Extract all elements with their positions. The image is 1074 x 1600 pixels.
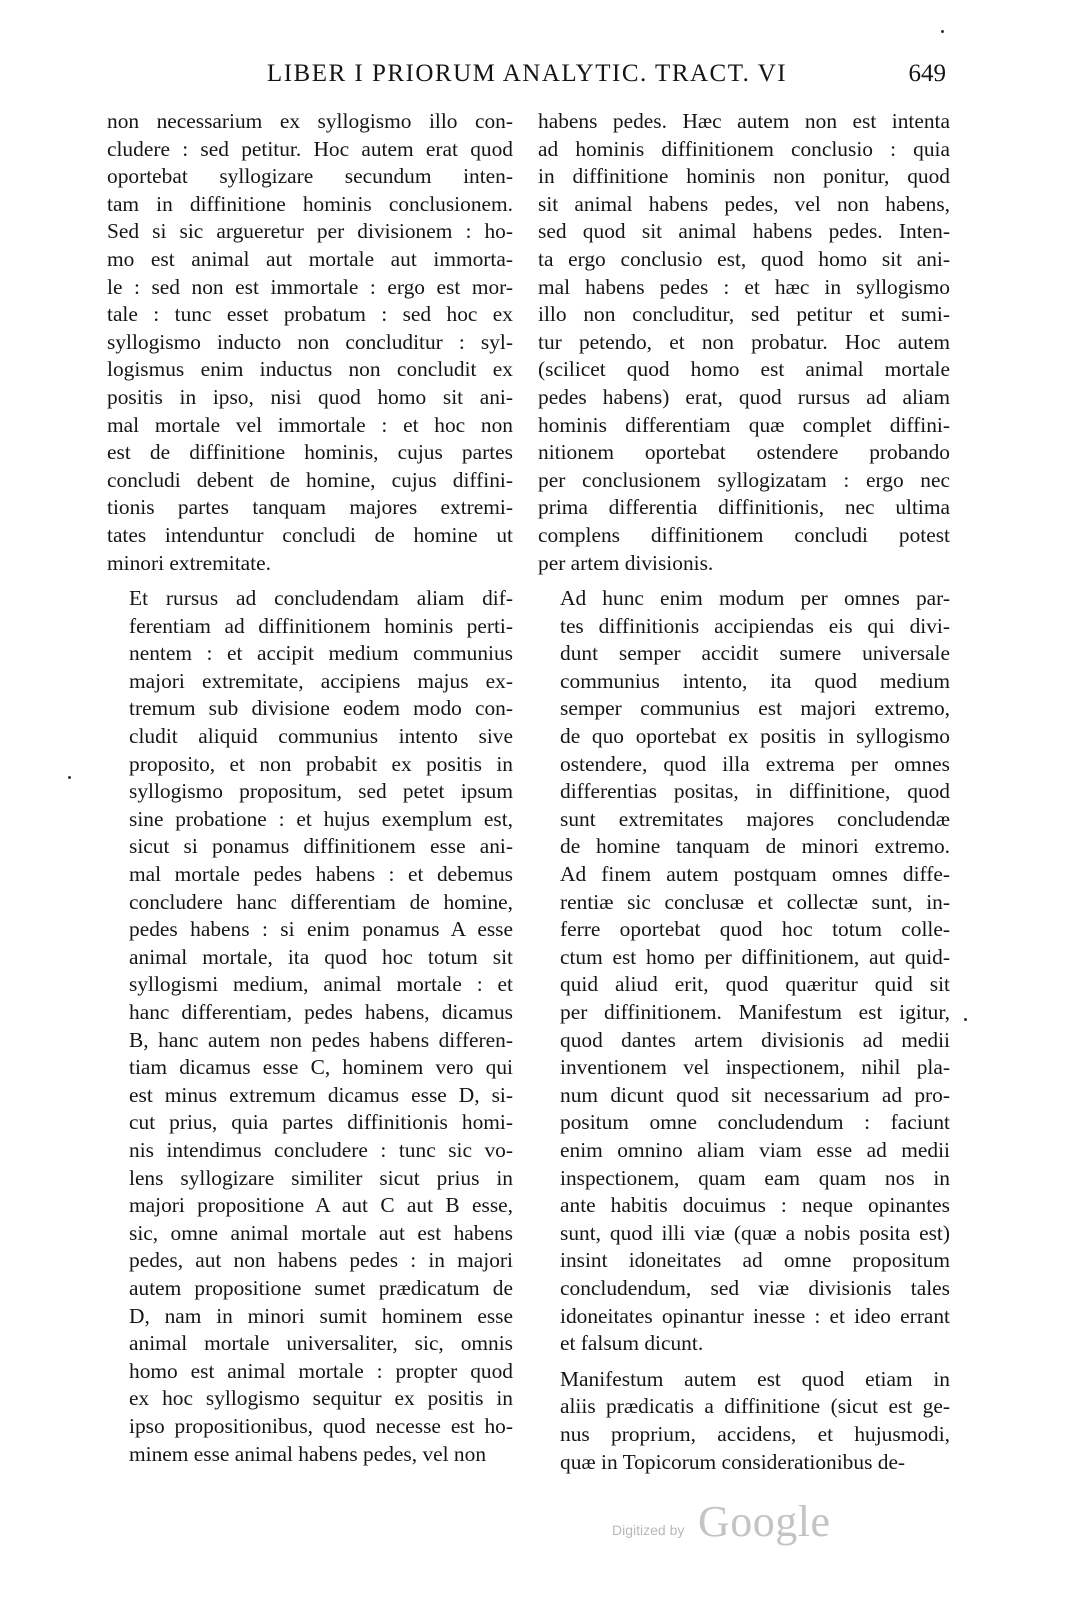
text-line: tiam dicamus esse C, hominem vero qui (129, 1055, 513, 1080)
scan-speck (964, 1018, 967, 1021)
text-line: B, hanc autem non pedes habens differen- (129, 1027, 513, 1052)
text-line: oportebat syllogizare secundum inten- (107, 164, 513, 189)
paragraph (107, 108, 513, 577)
text-line: sed quod sit animal habens pedes. Inten- (538, 219, 950, 244)
running-title: LIBER I PRIORUM ANALYTIC. TRACT. VI (266, 60, 788, 87)
text-line: et falsum dicunt. (560, 1331, 704, 1356)
text-line: per artem divisionis. (538, 550, 714, 575)
text-line: nis intendimus concludere : tunc sic vo- (129, 1137, 513, 1162)
text-line: inventionem vel inspectionem, nihil pla- (560, 1055, 950, 1080)
text-line: pedes habens : si enim ponamus A esse (129, 917, 513, 942)
text-line: syllogismi medium, animal mortale : et (129, 972, 513, 997)
text-line: proposito, et non probabit ex positis in (129, 751, 513, 776)
text-line: autem propositione sumet prædicatum de (129, 1275, 513, 1300)
text-line: nus proprium, accidens, et hujusmodi, (560, 1421, 950, 1446)
text-line: Manifestum autem est quod etiam in (560, 1366, 950, 1391)
text-line: ex hoc syllogismo sequitur ex positis in (129, 1386, 513, 1411)
paragraph (538, 1366, 950, 1476)
text-line: ta ergo conclusio est, quod homo sit ani- (538, 246, 950, 271)
google-logo: Google (698, 1497, 831, 1546)
scan-speck (941, 30, 944, 33)
text-line: positum omne concludendum : faciunt (560, 1110, 950, 1135)
text-line: syllogismo inducto non concluditur : syl- (107, 329, 513, 354)
text-line: inspectionem, quam eam quam nos in (560, 1165, 950, 1190)
text-line: ad hominis diffinitionem conclusio : quia (538, 136, 950, 161)
text-line: homo est animal mortale : propter quod (129, 1358, 513, 1383)
text-line: communius intento, ita quod medium (560, 668, 950, 693)
text-line: logismus enim inductus non concludit ex (107, 357, 513, 382)
text-line: concludi debent de homine, cujus diffini- (107, 467, 513, 492)
text-line: D, nam in minori sumit hominem esse (129, 1303, 513, 1328)
text-line: per conclusionem syllogizatam : ergo nec (538, 467, 950, 492)
text-line: quid aliud erit, quod quæritur quid sit (560, 972, 950, 997)
text-line: idoneitates opinantur inesse : et ideo errant (560, 1303, 950, 1328)
text-line: quæ in Topicorum considerationibus de- (560, 1449, 906, 1474)
text-line: sit animal habens pedes, vel non habens, (538, 191, 950, 216)
text-line: mal mortale vel immortale : et hoc non (107, 412, 513, 437)
text-line: sic, omne animal mortale aut est habens (129, 1220, 513, 1245)
text-line: pedes, aut non habens pedes : in majori (129, 1248, 513, 1273)
text-line: enim omnino aliam viam esse ad medii (560, 1137, 950, 1162)
text-line: Ad hunc enim modum per omnes par- (560, 586, 950, 611)
text-line: semper communius est majori extremo, (560, 696, 950, 721)
text-line: est de diffinitione hominis, cujus partes (107, 440, 513, 465)
text-line: ostendere, quod illa extrema per omnes (560, 751, 950, 776)
text-line: non necessarium ex syllogismo illo con- (107, 109, 513, 133)
watermark-prefix: Digitized by (612, 1522, 685, 1538)
text-line: prima differentia diffinitionis, nec ultima (538, 495, 950, 520)
text-line: habens pedes. Hæc autem non est intenta (538, 109, 950, 133)
text-line: quod dantes artem divisionis ad medii (560, 1027, 950, 1052)
digitization-watermark (612, 1497, 832, 1560)
text-line: num dicunt quod sit necessarium ad pro- (560, 1082, 950, 1107)
text-line: positis in ipso, nisi quod homo sit ani- (107, 384, 513, 409)
text-line: tam in diffinitione hominis conclusionem. (107, 191, 513, 216)
text-line: tates intenduntur concludi de homine ut (107, 522, 513, 547)
text-line: per diffinitionem. Manifestum est igitur, (560, 1000, 950, 1024)
text-line: in diffinitione hominis non ponitur, quod (538, 164, 950, 189)
text-line: lens syllogizare similiter sicut prius in (129, 1165, 513, 1190)
text-line: complens diffinitionem concludi potest (538, 522, 950, 547)
text-line: differentias positas, in diffinitione, quod (560, 779, 950, 804)
text-line: concludendum, sed viæ divisionis tales (560, 1275, 950, 1300)
paragraph (107, 585, 513, 1468)
text-line: est minus extremum dicamus esse D, si- (129, 1082, 513, 1107)
text-line: mal mortale pedes habens : et debemus (129, 862, 513, 887)
text-line: dunt semper accidit sumere universale (560, 641, 950, 666)
text-line: cludere : sed petitur. Hoc autem erat quod (107, 136, 513, 161)
text-line: nitionem oportebat ostendere probando (538, 440, 950, 465)
text-line: mal habens pedes : et hæc in syllogismo (538, 274, 950, 299)
text-line: tremum sub divisione eodem modo con- (129, 696, 513, 721)
text-line: cut prius, quia partes diffinitionis homi- (129, 1110, 513, 1135)
left-text-column (107, 108, 513, 1468)
text-line: Sed si sic argueretur per divisionem : ho- (107, 219, 513, 244)
text-line: illo non concluditur, sed petitur et sumi- (538, 302, 950, 327)
paragraph (538, 108, 950, 577)
text-line: ipso propositionibus, quod necesse est ho- (129, 1413, 513, 1438)
text-line: majori extremitate, accipiens majus ex- (129, 668, 513, 693)
text-line: ctum est homo per diffinitionem, aut quid- (560, 944, 950, 969)
text-line: ante habitis docuimus : neque opinantes (560, 1193, 950, 1218)
text-line: ferentiam ad diffinitionem hominis perti- (129, 613, 513, 638)
text-line: insint idoneitates ad omne propositum (560, 1248, 950, 1273)
text-line: animal mortale, ita quod hoc totum sit (129, 944, 513, 969)
text-line: sicut si ponamus diffinitionem esse ani- (129, 834, 513, 859)
right-text-column (538, 108, 950, 1476)
text-line: minori extremitate. (107, 550, 271, 575)
text-line: minem esse animal habens pedes, vel non (129, 1441, 487, 1466)
text-line: concludere hanc differentiam de homine, (129, 889, 513, 914)
text-line: Ad finem autem postquam omnes diffe- (560, 862, 950, 887)
scan-speck (68, 776, 71, 779)
text-line: hominis differentiam quæ complet diffini- (538, 412, 950, 437)
text-line: tes diffinitionis accipiendas eis qui divi- (560, 613, 950, 638)
text-line: majori propositione A aut C aut B esse, (129, 1193, 513, 1218)
text-line: de homine tanquam de minori extremo. (560, 834, 950, 859)
text-line: tionis partes tanquam majores extremi- (107, 495, 513, 520)
text-line: sunt extremitates majores concludendæ (560, 806, 950, 831)
text-line: sunt, quod illi viæ (quæ a nobis posita est) (560, 1220, 950, 1245)
text-line: de quo oportebat ex positis in syllogismo (560, 724, 950, 749)
text-line: rentiæ sic conclusæ et collectæ sunt, in- (560, 889, 950, 914)
text-line: (scilicet quod homo est animal mortale (538, 357, 950, 382)
text-line: pedes habens) erat, quod rursus ad aliam (538, 384, 950, 409)
page-number: 649 (908, 60, 946, 87)
text-line: animal mortale universaliter, sic, omnis (129, 1331, 513, 1356)
running-header (108, 60, 946, 96)
text-line: syllogismo propositum, sed petet ipsum (129, 779, 513, 804)
paragraph (538, 585, 950, 1358)
text-line: cludit aliquid communius intento sive (129, 724, 513, 749)
text-line: ferre oportebat quod hoc totum colle- (560, 917, 950, 942)
text-line: Et rursus ad concludendam aliam dif- (129, 586, 513, 611)
text-line: aliis prædicatis a diffinitione (sicut est ge- (560, 1394, 950, 1419)
text-line: mo est animal aut mortale aut immorta- (107, 246, 513, 271)
text-line: nentem : et accipit medium communius (129, 641, 513, 666)
text-line: tur petendo, et non probatur. Hoc autem (538, 329, 950, 354)
text-line: tale : tunc esset probatum : sed hoc ex (107, 302, 513, 327)
text-line: sine probatione : et hujus exemplum est, (129, 806, 513, 831)
text-line: hanc differentiam, pedes habens, dicamus (129, 1000, 513, 1024)
text-line: le : sed non est immortale : ergo est mor- (107, 274, 513, 299)
